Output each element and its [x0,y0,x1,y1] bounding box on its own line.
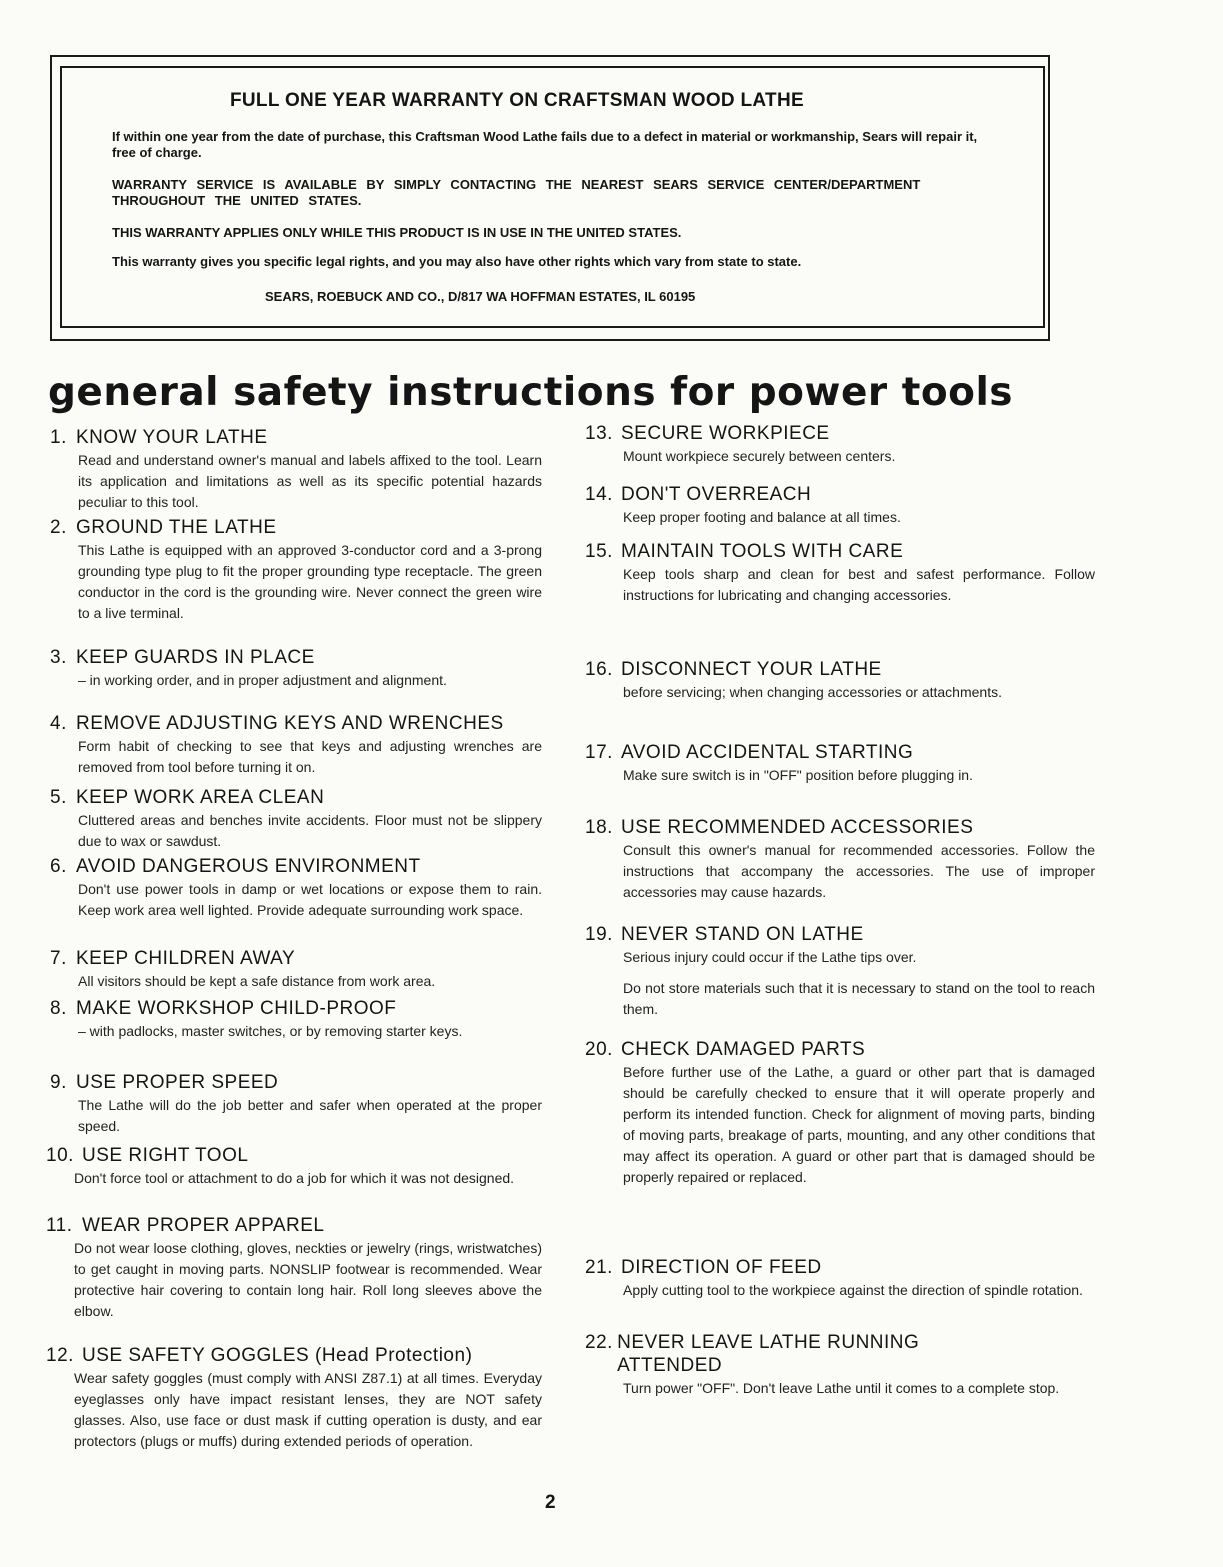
safety-item-title: SECURE WORKPIECE [621,423,830,444]
safety-item [585,422,1095,467]
safety-item-title: CHECK DAMAGED PARTS [621,1039,866,1060]
safety-item-title: MAINTAIN TOOLS WITH CARE [621,541,904,562]
safety-item-title: USE PROPER SPEED [76,1072,279,1093]
safety-item-text: Wear safety goggles (must comply with ANSI Z87.1) at all times. Everyday eyeglasses only have impact resistant lenses, they are NOT safety glasses. Also, use face or dust mask if cutting operation is dusty, and ear protectors (plugs or muffs) during extended periods of operation. [74,1370,542,1449]
safety-item-title: NEVER STAND ON LATHE [621,924,864,945]
safety-item-number: 14. [585,484,613,505]
safety-item-text: The Lathe will do the job better and safer when operated at the proper speed. [78,1097,542,1134]
safety-item-title: KNOW YOUR LATHE [76,427,268,448]
safety-item-title: DISCONNECT YOUR LATHE [621,659,882,680]
safety-item [50,1071,542,1137]
safety-item-heading [585,540,1095,563]
safety-item [50,516,542,624]
safety-item-heading [585,816,1095,839]
safety-item-number: 10. [46,1145,74,1166]
safety-item-heading [585,1256,1095,1279]
safety-item-heading [585,422,1095,445]
safety-item-heading [585,483,1095,506]
warranty-paragraph-2: WARRANTY SERVICE IS AVAILABLE BY SIMPLY CONTACTING THE NEAREST SEARS SERVICE CENTER/DEPARTMENT THROUGHOUT THE UNITED STATES. [112,177,921,208]
safety-item [50,426,542,513]
safety-item-title: NEVER LEAVE LATHE RUNNING ATTENDED [617,1332,920,1376]
safety-item-text: Don't use power tools in damp or wet locations or expose them to rain. Keep work area well lighted. Provide adequate surrounding work space. [78,881,542,918]
safety-item-number: 9. [50,1072,67,1093]
safety-item [50,786,542,852]
safety-item-number: 11. [46,1215,73,1236]
safety-item-number: 17. [585,742,613,763]
safety-item-text: before servicing; when changing accessories or attachments. [623,684,1002,700]
safety-item-number: 5. [50,787,67,808]
safety-item-heading [50,646,542,669]
safety-item-heading [50,516,542,539]
safety-item-text: – with padlocks, master switches, or by removing starter keys. [78,1023,463,1039]
safety-item-heading [585,923,1095,946]
safety-item-text: Keep proper footing and balance at all times. [623,509,901,525]
safety-item-text: Don't force tool or attachment to do a job for which it was not designed. [74,1170,515,1186]
page-title: general safety instructions for power tools [48,370,1014,415]
safety-item-title: WEAR PROPER APPAREL [82,1215,325,1236]
safety-item [585,483,1095,528]
safety-item-heading [46,1144,542,1167]
safety-item-heading [585,741,1095,764]
safety-item-number: 22. [585,1332,613,1353]
safety-item-number: 7. [50,948,67,969]
safety-item-heading [50,997,542,1020]
safety-item-number: 21. [585,1257,613,1278]
safety-item-title: USE RIGHT TOOL [82,1145,249,1166]
safety-item-text: Keep tools sharp and clean for best and safest performance. Follow instructions for lubricating and changing accessories. [623,566,1095,603]
safety-item-number: 8. [50,998,67,1019]
safety-item [50,997,542,1042]
safety-item-heading [50,426,542,449]
safety-item-title: KEEP CHILDREN AWAY [76,948,296,969]
safety-item [50,855,542,921]
safety-item [46,1344,542,1452]
safety-item-title: KEEP WORK AREA CLEAN [76,787,325,808]
safety-item-heading [50,712,542,735]
safety-item-number: 1. [50,427,67,448]
safety-item-number: 15. [585,541,613,562]
safety-item [50,646,542,691]
safety-item-heading [46,1214,542,1237]
safety-item-number: 20. [585,1039,613,1060]
safety-item [50,712,542,778]
safety-item-title: AVOID ACCIDENTAL STARTING [621,742,914,763]
page-number: 2 [545,1492,556,1513]
safety-item-heading [50,855,542,878]
safety-item-text: All visitors should be kept a safe distance from work area. [78,973,436,989]
safety-item-text: Read and understand owner's manual and labels affixed to the tool. Learn its application and limitations as well as its specific potential hazards peculiar to this tool. [78,452,542,510]
safety-item-title: DIRECTION OF FEED [621,1257,822,1278]
safety-item-number: 18. [585,817,613,838]
safety-item-number: 19. [585,924,613,945]
safety-item [585,658,1095,703]
safety-item [585,923,1095,1020]
safety-item-text: Consult this owner's manual for recommended accessories. Follow the instructions that accompany the accessories. The use of improper accessories may cause hazards. [623,842,1095,900]
safety-item-number: 13. [585,423,613,444]
safety-item [585,1256,1095,1301]
safety-item [585,816,1095,903]
safety-item-text: This Lathe is equipped with an approved 3-conductor cord and a 3-prong grounding type plug to fit the proper grounding type receptacle. The green conductor in the cord is the grounding wire. Never connect the green wire to a live terminal. [78,542,542,621]
safety-item [585,741,1095,786]
safety-item [585,1038,1095,1188]
safety-item-number: 4. [50,713,67,734]
safety-item-text: Cluttered areas and benches invite accidents. Floor must not be slippery due to wax or sawdust. [78,812,542,849]
safety-item-text: Serious injury could occur if the Lathe tips over. [623,949,917,965]
safety-item-title: GROUND THE LATHE [76,517,277,538]
safety-item-number: 12. [46,1345,74,1366]
safety-item-text: Do not wear loose clothing, gloves, neckties or jewelry (rings, wristwatches) to get caught in moving parts. NONSLIP footwear is recommended. Wear protective hair covering to contain long hair. Roll long sleeves above the elbow. [74,1240,542,1319]
safety-item [50,947,542,992]
safety-item-title: USE SAFETY GOGGLES (Head Protection) [82,1345,473,1366]
safety-item-title: DON'T OVERREACH [621,484,812,505]
safety-item-title: REMOVE ADJUSTING KEYS AND WRENCHES [76,713,504,734]
safety-item-title: AVOID DANGEROUS ENVIRONMENT [76,856,421,877]
safety-item-heading [50,947,542,970]
safety-item-title: USE RECOMMENDED ACCESSORIES [621,817,974,838]
safety-item-text: Mount workpiece securely between centers. [623,448,896,464]
safety-item [46,1214,542,1322]
safety-item-number: 2. [50,517,67,538]
warranty-address: SEARS, ROEBUCK AND CO., D/817 WA HOFFMAN ESTATES, IL 60195 [265,289,696,304]
safety-item-text: Do not store materials such that it is necessary to stand on the tool to reach them. [623,980,1095,1017]
warranty-paragraph-1: If within one year from the date of purchase, this Craftsman Wood Lathe fails due to a defect in material or workmanship, Sears will repair it, free of charge. [112,129,978,160]
safety-item-text: Turn power "OFF". Don't leave Lathe until it comes to a complete stop. [623,1380,1060,1396]
safety-item-heading [585,658,1095,681]
safety-item-heading [50,786,542,809]
warranty-paragraph-4: This warranty gives you specific legal rights, and you may also have other rights which vary from state to state. [112,254,802,269]
safety-item-number: 16. [585,659,613,680]
warranty-title: FULL ONE YEAR WARRANTY ON CRAFTSMAN WOOD LATHE [230,90,804,111]
safety-item-text: Apply cutting tool to the workpiece against the direction of spindle rotation. [623,1282,1083,1298]
safety-item-heading [585,1038,1095,1061]
safety-item-heading [585,1331,985,1377]
safety-item-heading [46,1344,542,1367]
safety-item [585,540,1095,606]
safety-item-text: Before further use of the Lathe, a guard or other part that is damaged should be carefully checked to ensure that it will operate properly and perform its intended function. Check for alignment of moving parts, binding of moving parts, breakage of parts, mounting, and any other conditions that may affect its operation. A guard or other part that is damaged should be properly repaired or replaced. [623,1064,1095,1185]
safety-item-text: – in working order, and in proper adjustment and alignment. [78,672,447,688]
safety-item-title: KEEP GUARDS IN PLACE [76,647,315,668]
warranty-paragraph-3: THIS WARRANTY APPLIES ONLY WHILE THIS PRODUCT IS IN USE IN THE UNITED STATES. [112,225,682,240]
safety-item [46,1144,542,1189]
safety-item-title: MAKE WORKSHOP CHILD-PROOF [76,998,397,1019]
safety-item-heading [50,1071,542,1094]
safety-item [585,1331,1095,1399]
safety-item-number: 3. [50,647,67,668]
safety-item-number: 6. [50,856,67,877]
safety-item-text: Form habit of checking to see that keys and adjusting wrenches are removed from tool before turning it on. [78,738,542,775]
safety-item-text: Make sure switch is in "OFF" position before plugging in. [623,767,973,783]
